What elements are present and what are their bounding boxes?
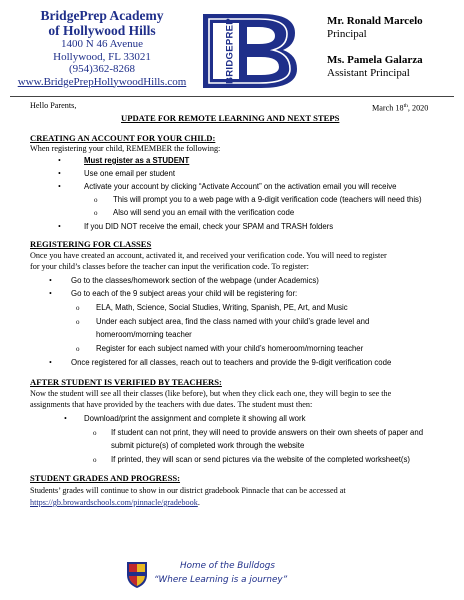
- bullet: •: [49, 276, 52, 285]
- list-item: Also will send you an email with the verification code: [113, 208, 295, 217]
- school-logo: [199, 11, 299, 91]
- header-divider: [10, 96, 454, 97]
- bullet: •: [58, 182, 61, 191]
- section1-intro: When registering your child, REMEMBER the following:: [30, 144, 221, 153]
- list-item: Under each subject area, find the class named with your child’s grade level and: [96, 317, 370, 326]
- list-item-continued: submit picture(s) of completed work through the website: [111, 441, 305, 450]
- bullet: •: [58, 156, 61, 165]
- list-item-continued: homeroom/morning teacher: [96, 330, 192, 339]
- list-item: Go to each of the 9 subject areas your child will be registering for:: [71, 289, 298, 298]
- section-heading-create-account: CREATING AN ACCOUNT FOR YOUR CHILD:: [30, 133, 216, 143]
- section-heading-registering: REGISTERING FOR CLASSES: [30, 239, 152, 249]
- list-item: Go to the classes/homework section of the webpage (under Academics): [71, 276, 319, 285]
- list-item: If you DID NOT receive the email, check your SPAM and TRASH folders: [84, 222, 334, 231]
- principal-title: Principal: [327, 27, 367, 40]
- administration: [327, 15, 423, 79]
- list-item: Activate your account by clicking “Activate Account” on the activation email you will receive: [84, 182, 397, 191]
- bullet: •: [58, 222, 61, 231]
- section2-paragraph-line-1: Once you have created an account, activated it, and received your verification code. You will need to register: [30, 251, 387, 260]
- list-item: Use one email per student: [84, 169, 176, 178]
- sub-bullet: o: [93, 429, 97, 437]
- letter-title: UPDATE FOR REMOTE LEARNING AND NEXT STEPS: [121, 113, 340, 123]
- logo-text: BRIDGEPREP: [224, 18, 236, 84]
- list-item: Register for each subject named with your child’s homeroom/morning teacher: [96, 344, 364, 353]
- gradebook-link[interactable]: https://gb.browardschools.com/pinnacle/gradebook: [30, 498, 198, 507]
- sub-bullet: o: [76, 345, 80, 353]
- section-heading-grades: STUDENT GRADES AND PROGRESS:: [30, 473, 181, 483]
- sub-bullet: o: [93, 456, 97, 464]
- sub-bullet: o: [76, 318, 80, 326]
- list-item: This will prompt you to a web page with a 9-digit verification code (teachers will need this): [113, 195, 422, 204]
- school-name-line-2: of Hollywood Hills: [48, 23, 156, 38]
- gradebook-link-line: https://gb.browardschools.com/pinnacle/gradebook.: [30, 498, 200, 507]
- list-item: If student can not print, they will need to provide answers on their own sheets of paper and: [111, 428, 424, 437]
- list-item: ELA, Math, Science, Social Studies, Writing, Spanish, PE, Art, and Music: [96, 303, 348, 312]
- assistant-principal-name: Ms. Pamela Galarza: [327, 54, 423, 66]
- school-info: [12, 8, 192, 89]
- bullet: •: [64, 414, 67, 423]
- school-crest-icon: [126, 561, 148, 589]
- list-item: Download/print the assignment and complete it showing all work: [84, 414, 306, 423]
- sub-bullet: o: [94, 209, 98, 217]
- website-link[interactable]: www.BridgePrepHollywoodHills.com: [17, 75, 187, 88]
- bullet: •: [58, 169, 61, 178]
- sub-bullet: o: [94, 196, 98, 204]
- section3-paragraph-line-2: assignments that have provided by the teachers with due dates. The student must then:: [30, 400, 313, 409]
- section4-paragraph: Students’ grades will continue to show in our district gradebook Pinnacle that can be accessed at: [30, 486, 346, 495]
- section2-paragraph-line-2: for your child’s classes before the teacher can input the verification code. To register:: [30, 262, 309, 271]
- section3-paragraph-line-1: Now the student will see all their classes (like before), but when they click each one, they will begin to see the: [30, 389, 392, 398]
- assistant-principal-title: Assistant Principal: [327, 66, 410, 79]
- bullet: •: [49, 358, 52, 367]
- section-heading-after-verified: AFTER STUDENT IS VERIFIED BY TEACHERS:: [30, 377, 222, 387]
- sub-bullet: o: [76, 304, 80, 312]
- address-line-1: 1400 N 46 Avenue: [61, 38, 143, 50]
- address-line-2: Hollywood, FL 33021: [53, 50, 151, 63]
- list-item: Once registered for all classes, reach out to teachers and provide the 9-digit verification code: [71, 358, 392, 367]
- list-item: If printed, they will scan or send pictures via the website of the completed worksheet(s): [111, 455, 411, 464]
- principal-name: Mr. Ronald Marcelo: [327, 15, 423, 27]
- school-name-line-1: BridgePrep Academy: [40, 8, 164, 23]
- letter-date: March 18th, 2020: [372, 103, 429, 113]
- footer-motto-line-2: “Where Learning is a journey”: [154, 575, 288, 585]
- bullet: •: [49, 289, 52, 298]
- greeting: Hello Parents,: [30, 101, 77, 110]
- phone-number: (954)362-8268: [69, 63, 135, 75]
- list-item: Must register as a STUDENT: [84, 156, 190, 165]
- footer-motto-line-1: Home of the Bulldogs: [180, 561, 275, 571]
